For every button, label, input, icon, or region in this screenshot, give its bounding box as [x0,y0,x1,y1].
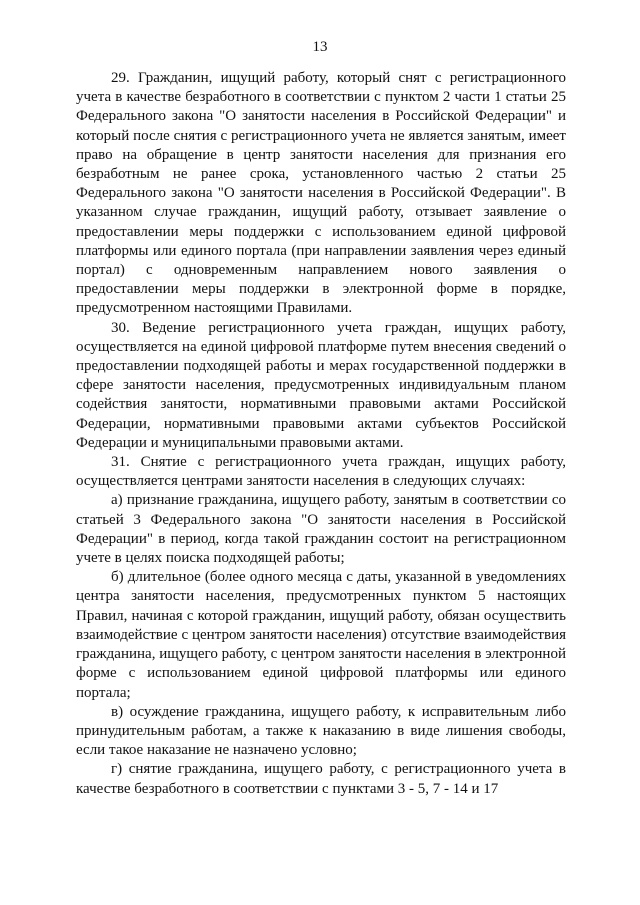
paragraph-30: 30. Ведение регистрационного учета граждан, ищущих работу, осуществляется на единой цифровой платформе путем внесения сведений о предоставлении подходящей работы и мерах государственной поддержки в сфере занятости населения, предусмотренных индивидуальным планом содействия занятости, нормативными правовыми актами Российской Федерации, нормативными правовыми актами субъектов Российской Федерации и муниципальными правовыми актами. [76,319,566,451]
list-item-g: г) снятие гражданина, ищущего работу, с регистрационного учета в качестве безработного в соответствии с пунктами 3 - 5, 7 - 14 и 17 [76,761,566,797]
list-item-b: б) длительное (более одного месяца с даты, указанной в уведомлениях центра занятости населения, предусмотренных пунктом 5 настоящих Правил, начиная с которой гражданин, ищущий работу, обязан осуществить взаимодействие с центром занятости населения) отсутствие взаимодействия гражданина, ищущего работу, с центром занятости населения в электронной форме с использованием единой цифровой платформы или единого портала; [76,569,566,701]
document-body [76,69,566,799]
paragraph-31: 31. Снятие с регистрационного учета граждан, ищущих работу, осуществляется центрами занятости населения в следующих случаях: [76,454,566,490]
paragraph-29: 29. Гражданин, ищущий работу, который снят с регистрационного учета в качестве безработного в соответствии с пунктом 2 части 1 статьи 25 Федерального закона "О занятости населения в Российской Федерации" и который после снятия с регистрационного учета не является занятым, имеет право на обращение в центр занятости населения для признания его безработным не ранее срока, установленного частью 2 статьи 25 Федерального закона "О занятости населения в Российской Федерации". В указанном случае гражданин, ищущий работу, отзывает заявление о предоставлении меры поддержки с использованием единой цифровой платформы или единого портала (при направлении заявления через единый портал) с одновременным направлением нового заявления о предоставлении меры поддержки в электронной форме в порядке, предусмотренном настоящими Правилами. [76,70,566,317]
list-item-a: а) признание гражданина, ищущего работу, занятым в соответствии со статьей 3 Федерального закона "О занятости населения в Российской Федерации" в период, когда такой гражданин состоит на регистрационном учете в целях поиска подходящей работы; [76,492,566,567]
page-number: 13 [312,39,328,55]
list-item-v: в) осуждение гражданина, ищущего работу, к исправительным либо принудительным работам, а также к наказанию в виде лишения свободы, если такое наказание не назначено условно; [76,703,566,759]
